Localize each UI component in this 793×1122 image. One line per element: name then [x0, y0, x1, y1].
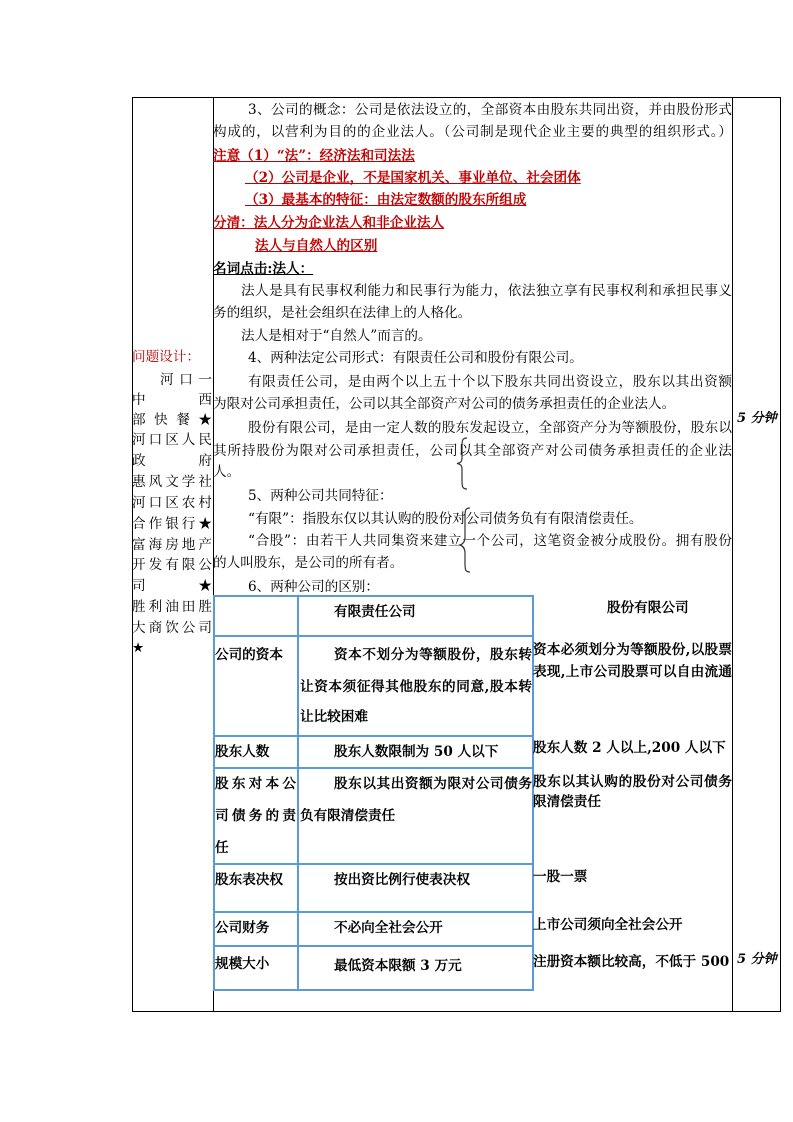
table-cell-limited: 最低资本限额 3 万元: [334, 958, 462, 974]
table-grid-line: [213, 635, 534, 637]
feature-joint-stock-line: “合股”：由若干人共同集资来建立一个公司，这笔资金被分成股份。拥有股份: [248, 533, 732, 549]
question-design-line: ★: [132, 640, 145, 656]
question-design-line: 合作银行★: [132, 516, 212, 532]
question-design-line: 开发有限公: [132, 557, 212, 573]
joint-stock-definition-line: 其所持股份为限对公司承担责任，公司以其全部资产对公司债务承担责任的企业法: [213, 443, 732, 459]
lesson-table-divider-right: [732, 97, 733, 1012]
table-cell-aspect: 任: [215, 840, 229, 856]
question-design-line: 惠风文学社: [132, 474, 212, 490]
table-header-limited: 有限责任公司: [334, 604, 416, 620]
table-cell-limited: 股东人数限制为 50 人以下: [334, 744, 499, 760]
question-design-line: 胜利油田胜: [132, 599, 212, 615]
term-legal-person-heading: 名词点击:法人：: [213, 261, 314, 277]
limited-company-definition-line: 有限责任公司，是由两个以上五十个以下股东共同出资设立，股东以其出资额: [248, 374, 732, 390]
table-cell-aspect: 司债务的责: [215, 808, 296, 824]
question-design-heading: 问题设计：: [132, 349, 200, 365]
table-cell-joint-stock: 注册资本额比较高，不低于 500: [533, 954, 730, 970]
table-cell-aspect: 股东对本公: [215, 776, 296, 792]
joint-stock-definition-line: 股份有限公司，是由一定人数的股东发起设立，全部资产分为等额股份，股东以: [248, 420, 732, 436]
legal-vs-natural-person-line: 法人与自然人的区别: [255, 238, 378, 254]
table-grid-line: [213, 911, 534, 913]
table-grid-line: [213, 767, 534, 769]
table-grid-line: [297, 595, 299, 991]
table-cell-limited: 让比较困难: [300, 709, 368, 725]
table-grid-line: [213, 863, 534, 865]
table-cell-aspect: 公司的资本: [215, 647, 283, 663]
question-design-line: 司★: [132, 578, 212, 594]
curly-brace-mark: [454, 437, 470, 490]
table-grid-line: [213, 945, 534, 947]
table-cell-limited: 负有限清偿责任: [300, 808, 396, 824]
legal-person-definition-line: 法人是具有民事权利能力和民事行为能力，依法独立享有民事权利和承担民事义: [241, 283, 732, 299]
note-law-line: 注意（1）“法”：经济法和司法法: [213, 148, 415, 164]
table-header-joint-stock: 股份有限公司: [607, 600, 689, 616]
feature-joint-stock-line: 的人叫股东，是公司的所有者。: [213, 555, 404, 571]
table-cell-joint-stock: 一股一票: [533, 869, 588, 885]
legal-person-relative-line: 法人是相对于“自然人”而言的。: [241, 328, 432, 344]
table-cell-aspect: 公司财务: [215, 920, 270, 936]
legal-person-definition-line: 务的组织，是社会组织在法律上的人格化。: [213, 305, 472, 321]
table-cell-joint-stock: 表现,上市公司股票可以自由流通: [533, 664, 732, 680]
table-grid-line: [213, 989, 534, 991]
company-forms-heading: 4、两种法定公司形式：有限责任公司和股份有限公司。: [248, 350, 583, 366]
table-cell-limited: 资本不划分为等额股份，股东转: [334, 647, 532, 663]
table-cell-joint-stock: 股东人数 2 人以上,200 人以下: [533, 740, 726, 756]
question-design-line: 富海房地产: [132, 537, 212, 553]
question-design-line: 河口区农村: [132, 495, 212, 511]
time-allotment: 5 分钟: [737, 411, 777, 426]
note-enterprise-line: （2）公司是企业，不是国家机关、事业单位、社会团体: [245, 170, 581, 186]
question-design-line: 河口一: [160, 372, 212, 388]
company-concept-line: 3、公司的概念：公司是依法设立的，全部资本由股东共同出资，并由股份形式: [248, 102, 732, 118]
distinguish-legal-person-line: 分清：法人分为企业法人和非企业法人: [213, 215, 445, 231]
question-design-line: 大商饮公司: [132, 620, 212, 636]
common-features-heading: 5、两种公司共同特征：: [248, 488, 393, 504]
table-cell-joint-stock: 资本必须划分为等额股份,以股票: [533, 642, 732, 658]
table-cell-aspect: 规模大小: [215, 956, 270, 972]
question-design-line: 政府: [132, 453, 212, 469]
question-design-line: 中西: [132, 392, 212, 408]
table-cell-joint-stock: 限清偿责任: [533, 794, 601, 810]
curly-brace-mark: [457, 507, 473, 573]
company-concept-line: 构成的，以营利为目的的企业法人。（公司制是现代企业主要的典型的组织形式。）: [213, 124, 732, 140]
feature-limited-line: “有限”：指股东仅以其认购的股份对公司债务负有有限清偿责任。: [248, 511, 643, 527]
table-grid-line: [213, 595, 534, 597]
limited-company-definition-line: 为限对公司承担责任，公司以其全部资产对公司的债务承担责任的企业法人。: [213, 396, 676, 412]
table-cell-aspect: 股东人数: [215, 744, 270, 760]
question-design-line: 部快餐★: [132, 412, 212, 428]
time-allotment: 5 分钟: [737, 952, 777, 967]
table-cell-limited: 股东以其出资额为限对公司债务: [334, 776, 532, 792]
table-grid-line: [213, 735, 534, 737]
table-cell-limited: 按出资比例行使表决权: [334, 872, 470, 888]
table-cell-joint-stock: 上市公司须向全社会公开: [533, 917, 683, 933]
question-design-line: 河口区人民: [132, 432, 212, 448]
note-feature-line: （3）最基本的特征：由法定数额的股东所组成: [245, 192, 527, 208]
table-cell-limited: 让资本须征得其他股东的同意,股本转: [300, 679, 532, 695]
joint-stock-definition-line: 人。: [213, 464, 241, 480]
table-cell-limited: 不必向全社会公开: [334, 920, 443, 936]
table-cell-joint-stock: 股东以其认购的股份对公司债务: [533, 774, 732, 790]
table-cell-aspect: 股东表决权: [215, 872, 283, 888]
differences-heading: 6、两种公司的区别：: [248, 579, 379, 595]
